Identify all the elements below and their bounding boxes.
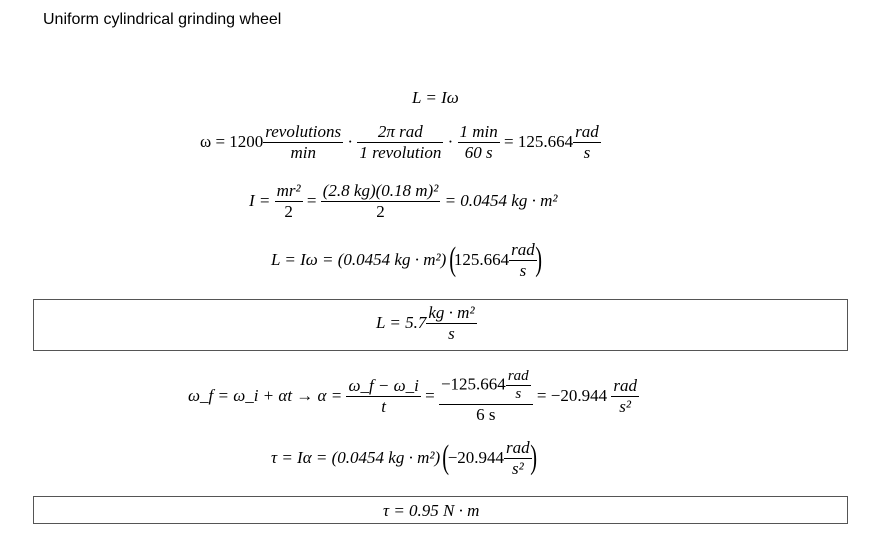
unit-rad-per-s2 [611,376,639,416]
fraction-denominator: s [448,323,455,343]
fraction-min-per-s [458,122,500,162]
fraction-substituted [321,181,441,221]
dot-operator: · [347,132,354,152]
fraction-denominator: t [381,396,387,416]
equals-sign: = [306,191,317,211]
fraction-denominator: 60 s [464,142,493,162]
unit-rad-per-s2 [504,438,532,478]
page-title: Uniform cylindrical grinding wheel [43,11,282,28]
fraction-numerator: ω_f − ω_i [348,375,419,395]
equation-torque-calc [271,438,535,478]
fraction-delta-omega-over-t [346,376,420,416]
equation-omega-conversion [200,122,601,162]
fraction-rev-per-min [263,122,343,162]
equation-angular-acceleration [188,368,639,424]
equation-angular-momentum-calc [271,240,540,280]
fraction-numerator: (2.8 kg)(0.18 m)² [322,181,439,200]
fraction-denominator: min [290,142,316,162]
fraction-mr2-over-2 [275,181,303,221]
close-paren: ) [529,439,537,477]
omega-result: = 125.664 [504,132,574,152]
fraction-rad-per-rev [357,122,443,162]
omega-lhs: ω = 1200 [200,132,264,152]
fraction-substituted-acceleration [439,368,533,424]
equation-moment-of-inertia [249,181,557,221]
equation-angular-momentum-def [412,89,459,106]
fraction-denominator: s [583,142,591,162]
fraction-denominator: 1 revolution [359,142,442,162]
fraction-denominator: s² [619,396,632,416]
fraction-numerator: rad [575,122,599,141]
fraction-denominator: 2 [376,201,385,221]
fraction-numerator: kg · m² [428,303,475,322]
acceleration-result: = −20.944 [536,386,608,406]
omega-value: 125.664 [453,250,510,270]
answer-value: L = 5.7 [376,313,427,333]
unit-rad-per-s [506,368,531,404]
equals-sign: = [425,386,435,406]
equation-text: L = Iω [412,88,459,107]
unit-rad-per-s [573,122,601,162]
open-paren: ( [448,241,456,279]
unit-kg-m2-per-s [426,303,476,343]
fraction-numerator: mr² [276,181,301,200]
answer-torque [383,502,479,519]
numerator-value: −125.664 [440,374,506,394]
fraction-numerator: rad [506,438,530,457]
fraction-numerator: 1 min [459,122,498,141]
momentum-lhs: L = Iω = (0.0454 kg · m²) [271,250,447,270]
fraction-numerator: revolutions [265,122,342,141]
inertia-lhs: I = [249,191,271,211]
unit-rad-per-s [509,240,537,280]
inertia-result: = 0.0454 kg · m² [444,191,558,211]
fraction-numerator: rad [507,368,529,384]
fraction-denominator: s [519,260,527,280]
fraction-denominator: 6 s [476,404,496,424]
fraction-numerator: 2π rad [377,122,423,141]
fraction-numerator: rad [511,240,535,259]
close-paren: ) [534,241,542,279]
open-paren: ( [442,439,450,477]
fraction-denominator: s [515,386,522,403]
fraction-denominator: s² [511,458,524,478]
fraction-numerator: rad [613,375,637,395]
dot-operator: · [447,132,454,152]
answer-angular-momentum [376,303,477,343]
alpha-value: −20.944 [447,448,505,468]
acceleration-lhs: ω_f = ω_i + αt → α = [188,386,343,406]
torque-lhs: τ = Iα = (0.0454 kg · m²) [271,448,441,468]
answer-value: τ = 0.95 N · m [383,501,480,520]
fraction-denominator: 2 [284,201,293,221]
